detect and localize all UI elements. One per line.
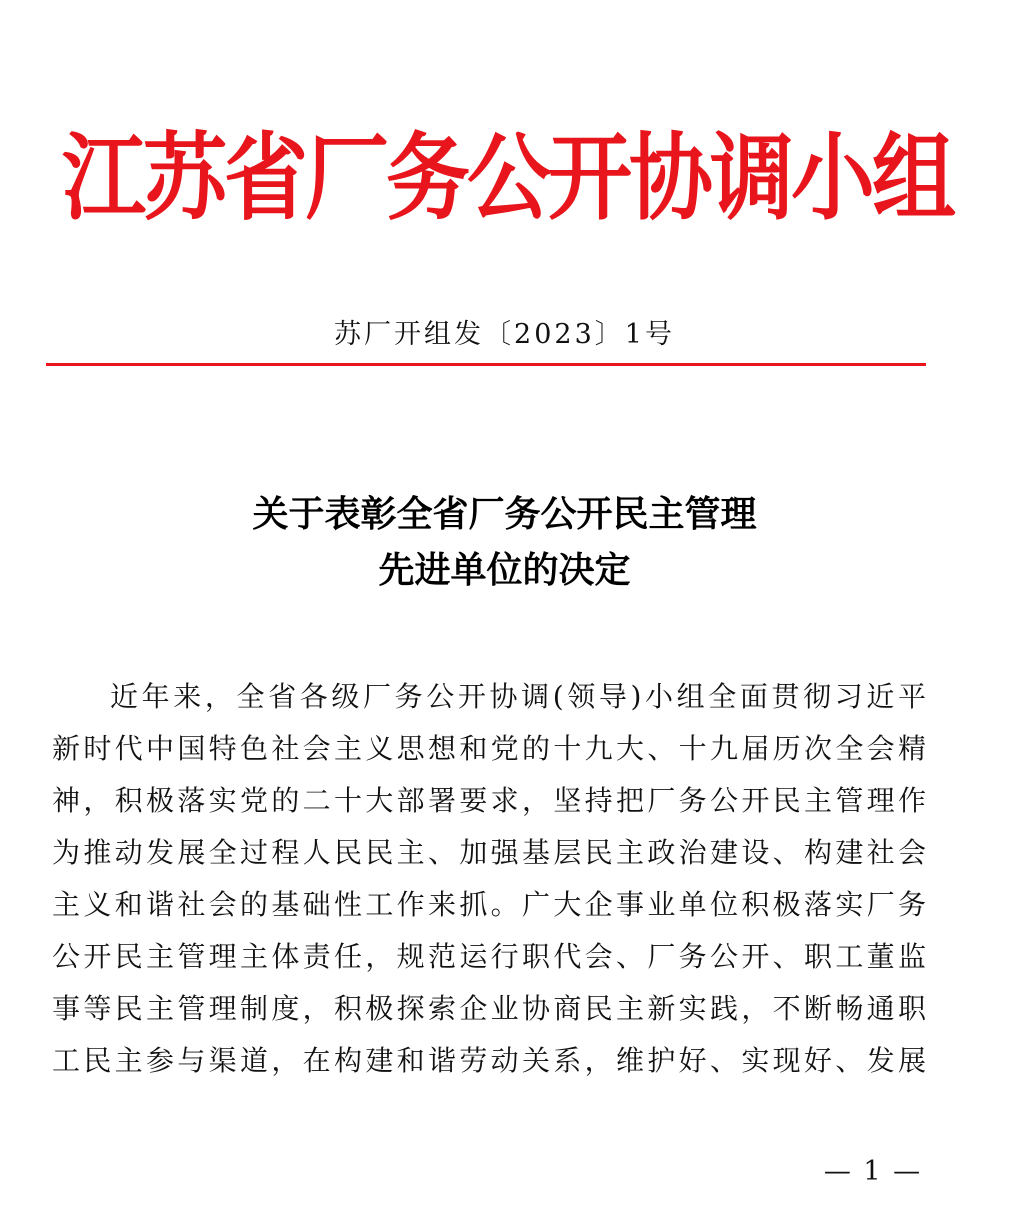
body-line: 工民主参与渠道，在构建和谐劳动关系，维护好、实现好、发展 [52,1044,926,1077]
document-number: 苏厂开组发〔2023〕1号 [334,319,675,350]
decision-title-line-1: 关于表彰全省厂务公开民主管理 [252,493,757,535]
page-number: — 1 — [823,1156,923,1187]
body-line: 新时代中国特色社会主义思想和党的十九大、十九届历次全会精 [52,732,926,765]
body-line: 神，积极落实党的二十大部署要求，坚持把厂务公开民主管理作 [52,784,926,817]
issuing-organization-title: 江苏省厂务公开协调小组 [62,122,954,233]
body-line: 近年来，全省各级厂务公开协调(领导)小组全面贯彻习近平 [110,680,926,713]
body-line: 事等民主管理制度，积极探索企业协商民主新实践，不断畅通职 [52,992,926,1025]
decision-title [0,486,1009,598]
red-separator-line [46,363,926,366]
body-paragraph [52,671,926,1087]
body-line: 主义和谐社会的基础性工作来抓。广大企事业单位积极落实厂务 [52,888,926,921]
body-line: 公开民主管理主体责任，规范运行职代会、厂务公开、职工董监 [52,940,926,973]
decision-title-line-2: 先进单位的决定 [378,549,631,591]
body-line: 为推动发展全过程人民民主、加强基层民主政治建设、构建社会 [52,836,926,869]
